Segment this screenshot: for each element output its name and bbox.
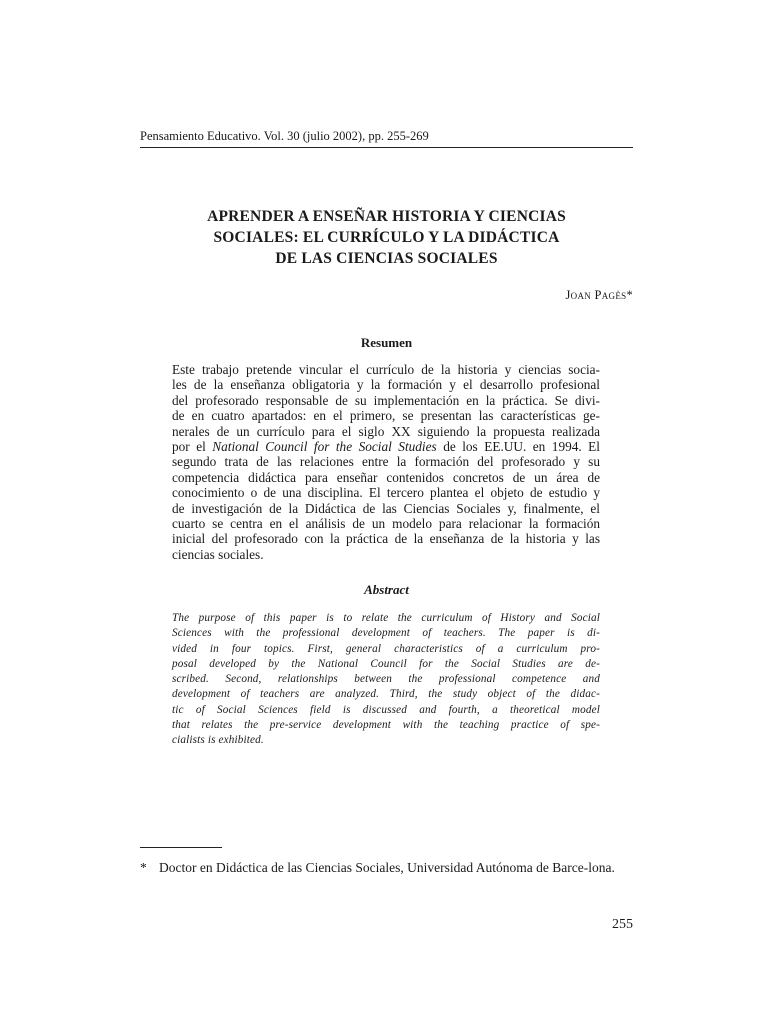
footnote bbox=[140, 858, 633, 877]
abstract-line: scribed. Second, relationships between the professional competence and bbox=[172, 673, 600, 686]
abstract-text bbox=[172, 611, 600, 749]
resumen-line: segundo trata de las relaciones entre la formación del profesorado y su bbox=[172, 454, 600, 470]
abstract-line: that relates the pre-service development with the teaching practice of spe- bbox=[172, 719, 600, 732]
resumen-line: del profesorado responsable de su implementación en la práctica. Se divi- bbox=[172, 392, 600, 408]
abstract-line: Sciences with the professional development of teachers. The paper is di- bbox=[172, 627, 600, 640]
organization-name: National Council for the Social Studies bbox=[212, 439, 437, 455]
page-number: 255 bbox=[612, 917, 633, 932]
resumen-line: conocimiento o de una disciplina. El tercero plantea el objeto de estudio y bbox=[172, 485, 600, 501]
line-prefix: por el bbox=[172, 439, 206, 455]
title-line: SOCIALES: EL CURRÍCULO Y LA DIDÁCTICA bbox=[213, 229, 560, 246]
resumen-text bbox=[172, 362, 600, 562]
abstract-line: cialists is exhibited. bbox=[172, 734, 264, 747]
resumen-line: de en cuatro apartados: en el primero, se presentan las características ge- bbox=[172, 408, 600, 424]
abstract-line: vided in four topics. First, general characteristics of a curriculum pro- bbox=[172, 642, 600, 655]
resumen-line: nerales de un currículo para el siglo XX siguiendo la propuesta realizada bbox=[172, 423, 600, 439]
resumen-heading: Resumen bbox=[360, 335, 413, 350]
resumen-line-mixed bbox=[172, 439, 600, 454]
footnote-divider bbox=[140, 847, 222, 848]
abstract-line: posal developed by the National Council for the Social Studies are de- bbox=[172, 657, 600, 670]
abstract-heading: Abstract bbox=[364, 582, 409, 597]
line-suffix: de los EE.UU. en 1994. El bbox=[443, 439, 600, 455]
resumen-line: competencia didáctica para enseñar contenidos concretos de un área de bbox=[172, 469, 600, 485]
resumen-line: de investigación de la Didáctica de las Ciencias Sociales y, finalmente, el bbox=[172, 500, 600, 516]
abstract-line: development of teachers are analyzed. Third, the study object of the didac- bbox=[172, 688, 600, 701]
resumen-line: cuarto se centra en el análisis de un modelo para relacionar la formación bbox=[172, 516, 600, 532]
abstract-line: The purpose of this paper is to relate the curriculum of History and Social bbox=[172, 612, 600, 624]
author-name: Joan Pagès* bbox=[565, 288, 633, 302]
footnote-marker: * bbox=[140, 860, 147, 875]
abstract-line: tic of Social Sciences field is discussed and fourth, a theoretical model bbox=[172, 703, 600, 716]
resumen-line: inicial del profesorado con la práctica de la enseñanza de la historia y las bbox=[172, 531, 600, 547]
resumen-line: ciencias sociales. bbox=[172, 546, 264, 562]
title-line: DE LAS CIENCIAS SOCIALES bbox=[275, 250, 498, 267]
resumen-line: les de la enseñanza obligatoria y la formación y el desarrollo profesional bbox=[172, 377, 600, 393]
footnote-text: Doctor en Didáctica de las Ciencias Sociales, Universidad Autónoma de Barce-lona. bbox=[159, 860, 615, 875]
article-title bbox=[140, 206, 633, 269]
resumen-line: Este trabajo pretende vincular el currículo de la historia y ciencias socia- bbox=[172, 362, 600, 377]
title-line: APRENDER A ENSEÑAR HISTORIA Y CIENCIAS bbox=[207, 208, 566, 225]
running-head: Pensamiento Educativo. Vol. 30 (julio 2002), pp. 255-269 bbox=[140, 128, 633, 148]
